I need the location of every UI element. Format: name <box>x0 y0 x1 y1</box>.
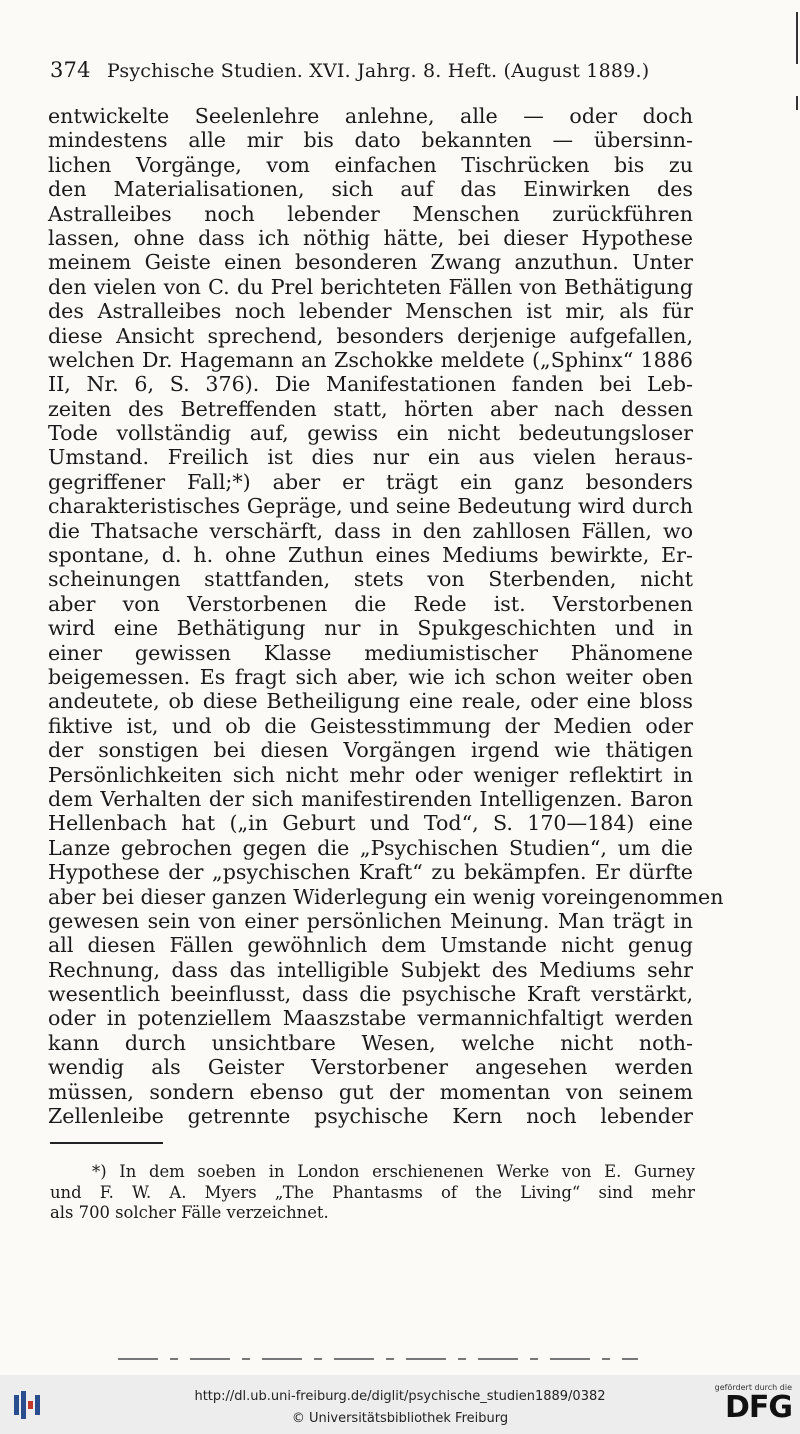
text-line: wird eine Bethätigung nur in Spukgeschichten und in <box>48 616 693 641</box>
text-line: Zellenleibe getrennte psychische Kern noch lebender <box>48 1104 693 1129</box>
text-line: Hypothese der „psychischen Kraft“ zu bekämpfen. Er dürfte <box>48 860 693 885</box>
text-line: gewesen sein von einer persönlichen Meinung. Man trägt in <box>48 908 693 933</box>
body-text <box>48 104 724 1129</box>
text-line: charakteristisches Gepräge, und seine Bedeutung wird durch <box>48 494 693 519</box>
text-line: Tode vollständig auf, gewiss ein nicht bedeutungsloser <box>48 421 693 446</box>
text-line: II, Nr. 6, S. 376). Die Manifestationen fanden bei Leb- <box>48 372 693 397</box>
text-line: einer gewissen Klasse mediumistischer Phänomene <box>48 640 693 665</box>
text-line: des Astralleibes noch lebender Menschen ist mir, als für <box>48 299 693 324</box>
footnote-rule <box>50 1142 163 1144</box>
text-line: zeiten des Betreffenden statt, hörten aber nach dessen <box>48 396 693 421</box>
scan-edge-mark <box>796 96 798 110</box>
text-line: Umstand. Freilich ist dies nur ein aus vielen heraus- <box>48 445 693 470</box>
text-line: beigemessen. Es fragt sich aber, wie ich schon weiter oben <box>48 664 693 689</box>
text-line: Lanze gebrochen gegen die „Psychischen Studien“, um die <box>48 835 693 860</box>
dfg-caption: gefördert durch die <box>714 1383 792 1392</box>
running-title: Psychische Studien. XVI. Jahrg. 8. Heft. (August 1889.) <box>106 60 650 82</box>
text-line: die Thatsache verschärft, dass in den zahllosen Fällen, wo <box>48 518 693 543</box>
text-line: oder in potenziellem Maaszstabe vermannichfaltigt werden <box>48 1006 693 1031</box>
footnote-line: als 700 solcher Fälle verzeichnet. <box>50 1203 329 1222</box>
text-line: andeutete, ob diese Betheiligung eine reale, oder eine bloss <box>48 689 693 714</box>
text-line: Rechnung, dass das intelligible Subjekt des Mediums sehr <box>48 957 693 982</box>
text-line: gegriffener Fall;*) aber er trägt ein ganz besonders <box>48 469 693 494</box>
source-url[interactable]: http://dl.ub.uni-freiburg.de/diglit/psychische_studien1889/0382 <box>194 1389 606 1404</box>
text-line: wesentlich beeinflusst, dass die psychische Kraft verstärkt, <box>48 982 693 1007</box>
scan-edge-mark <box>796 12 798 64</box>
text-line: meinem Geiste einen besonderen Zwang anzuthun. Unter <box>48 250 693 275</box>
text-line: dem Verhalten der sich manifestirenden Intelligenzen. Baron <box>48 786 693 811</box>
text-line: der sonstigen bei diesen Vorgängen irgend wie thätigen <box>48 738 693 763</box>
footnote-line: *) In dem soeben in London erschienenen Werke von E. Gurney <box>92 1162 695 1181</box>
text-line: Hellenbach hat („in Geburt und Tod“, S. 170—184) eine <box>48 811 693 836</box>
text-line: lichen Vorgänge, vom einfachen Tischrücken bis zu <box>48 152 693 177</box>
dfg-badge <box>704 1383 792 1429</box>
text-line: scheinungen stattfanden, stets von Sterbenden, nicht <box>48 567 693 592</box>
page-number: 374 <box>50 58 91 82</box>
text-line: kann durch unsichtbare Wesen, welche nicht noth- <box>48 1030 693 1055</box>
viewer-footer <box>0 1375 800 1434</box>
text-line: den vielen von C. du Prel berichteten Fällen von Bethätigung <box>48 274 693 299</box>
running-header <box>50 58 700 82</box>
footnote <box>50 1162 695 1224</box>
text-line: all diesen Fällen gewöhnlich dem Umstande nicht genug <box>48 933 693 958</box>
text-line: Persönlichkeiten sich nicht mehr oder weniger reflektirt in <box>48 762 693 787</box>
text-line: entwickelte Seelenlehre anlehne, alle — oder doch <box>48 104 693 128</box>
text-line: spontane, d. h. ohne Zuthun eines Mediums bewirkte, Er- <box>48 543 693 568</box>
text-line: aber bei dieser ganzen Widerlegung ein wenig voreingenommen <box>48 884 724 909</box>
footnote-line: und F. W. A. Myers „The Phantasms of the Living“ sind mehr <box>50 1182 695 1202</box>
text-line: den Materialisationen, sich auf das Einwirken des <box>48 177 693 202</box>
text-line: fiktive ist, und ob die Geistesstimmung der Medien oder <box>48 713 693 738</box>
scan-artifact-dashes <box>118 1358 638 1360</box>
copyright-notice: © Universitätsbibliothek Freiburg <box>291 1411 509 1426</box>
dfg-logo: DFG <box>724 1390 792 1425</box>
text-line: mindestens alle mir bis dato bekannten — übersinn- <box>48 128 693 153</box>
text-line: wendig als Geister Verstorbener angesehen werden <box>48 1055 693 1080</box>
text-line: aber von Verstorbenen die Rede ist. Verstorbenen <box>48 591 693 616</box>
text-line: diese Ansicht sprechend, besonders derjenige aufgefallen, <box>48 323 693 348</box>
text-line: Astralleibes noch lebender Menschen zurückführen <box>48 201 693 226</box>
text-line: welchen Dr. Hagemann an Zschokke meldete („Sphinx“ 1886 <box>48 347 693 372</box>
text-line: müssen, sondern ebenso gut der momentan von seinem <box>48 1079 693 1104</box>
text-line: lassen, ohne dass ich nöthig hätte, bei dieser Hypothese <box>48 225 693 250</box>
